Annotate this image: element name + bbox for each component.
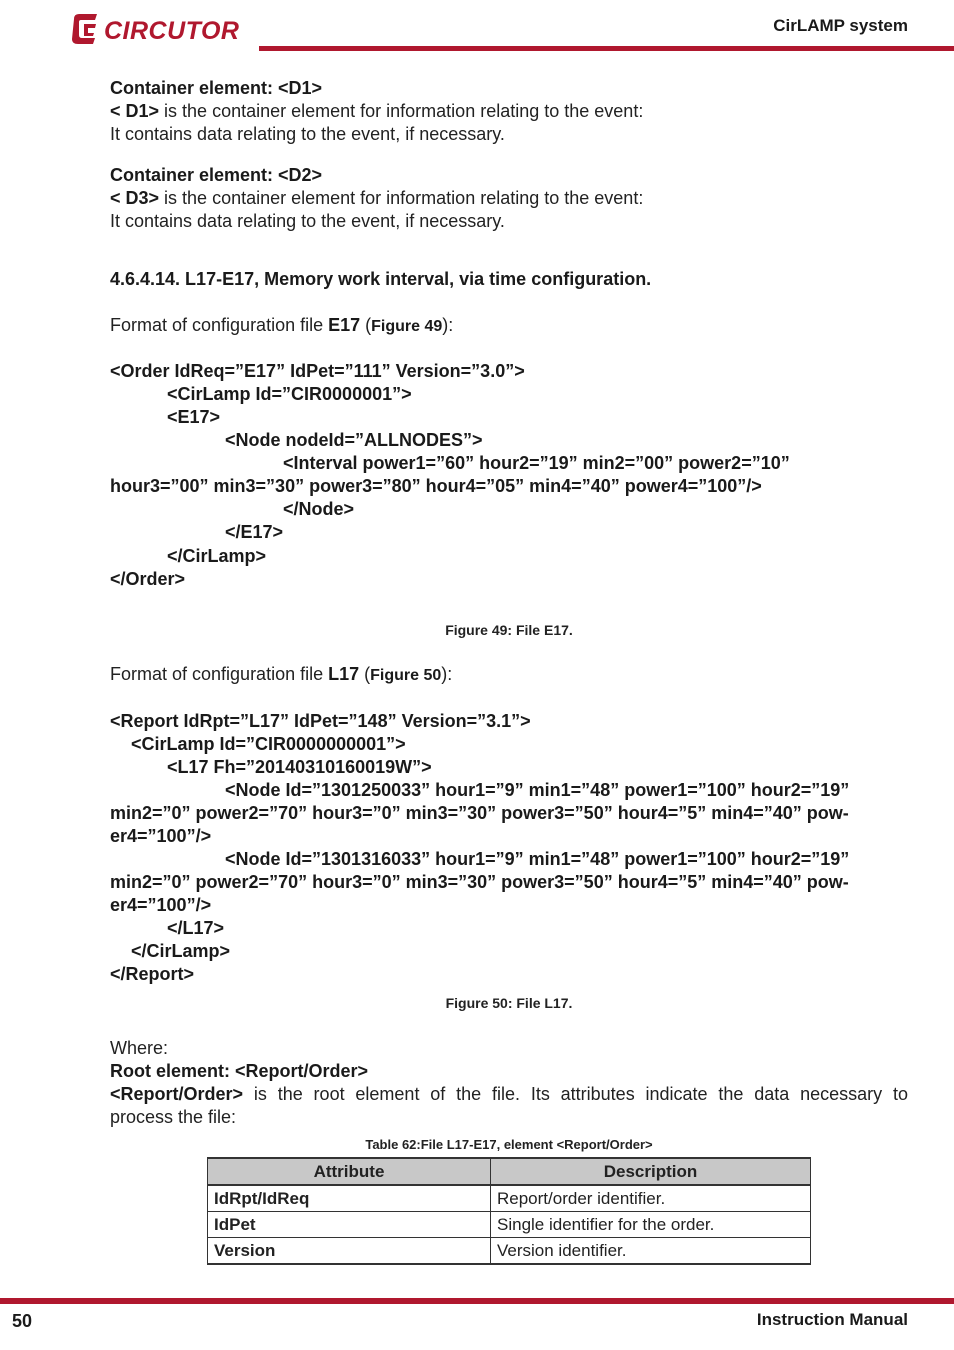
footer-title: Instruction Manual <box>756 1310 908 1329</box>
code-line: min2=”0” power2=”70” hour3=”0” min3=”30” power3=”50” hour4=”5” min4=”40” pow- <box>110 872 849 892</box>
code-line: </Order> <box>110 569 186 589</box>
brand-wordmark: CIRCUTOR <box>104 17 240 45</box>
code-line: <Node Id=”1301316033” hour1=”9” min1=”48” power1=”100” hour2=”19” <box>225 849 850 869</box>
circutor-logo <box>70 11 250 47</box>
l17-intro: Format of configuration file L17 (Figure 50): <box>110 664 453 684</box>
d2-description: < D3> is the container element for information relating to the event: <box>110 188 644 208</box>
attribute-cell: IdPet <box>208 1212 491 1238</box>
d2-heading: Container element: <D2> <box>110 165 323 185</box>
root-element-heading: Root element: <Report/Order> <box>110 1061 369 1081</box>
where-label: Where: <box>110 1038 169 1058</box>
footer-rule <box>0 1298 954 1304</box>
attribute-cell: Version <box>208 1238 491 1265</box>
page-number: 50 <box>12 1311 33 1331</box>
code-line: <E17> <box>167 407 221 427</box>
code-line: min2=”0” power2=”70” hour3=”0” min3=”30” power3=”50” hour4=”5” min4=”40” pow- <box>110 803 849 823</box>
attribute-table <box>207 1157 811 1265</box>
column-header-attribute: Attribute <box>208 1158 491 1185</box>
code-line: er4=”100”/> <box>110 895 212 915</box>
description-cell: Report/order identifier. <box>491 1185 811 1212</box>
table-row <box>208 1238 811 1265</box>
code-line: </Node> <box>283 499 355 519</box>
section-heading: 4.6.4.14. L17-E17, Memory work interval, via time configuration. <box>110 269 652 289</box>
table-62-caption: Table 62:File L17-E17, element <Report/Order> <box>365 1137 653 1152</box>
code-line: <CirLamp Id=”CIR0000000001”> <box>131 734 406 754</box>
code-line: <Order IdReq=”E17” IdPet=”111” Version=”3.0”> <box>110 361 525 381</box>
code-line: <Node nodeId=”ALLNODES”> <box>225 430 483 450</box>
code-line: </L17> <box>167 918 225 938</box>
code-line: <CirLamp Id=”CIR0000001”> <box>167 384 412 404</box>
root-element-description: <Report/Order> is the root element of the file. Its attributes indicate the data necessary to <box>110 1084 908 1104</box>
code-line: </Report> <box>110 964 195 984</box>
code-line: </E17> <box>225 522 284 542</box>
figure-50-caption: Figure 50: File L17. <box>445 995 573 1011</box>
root-element-description-end: process the file: <box>110 1107 237 1127</box>
figure-49-caption: Figure 49: File E17. <box>445 622 573 638</box>
code-line: er4=”100”/> <box>110 826 212 846</box>
code-line: <Node Id=”1301250033” hour1=”9” min1=”48” power1=”100” hour2=”19” <box>225 780 850 800</box>
code-line: </CirLamp> <box>131 941 231 961</box>
d1-heading: Container element: <D1> <box>110 78 323 98</box>
d2-line2: It contains data relating to the event, if necessary. <box>110 211 505 231</box>
table-header-row <box>208 1158 811 1185</box>
column-header-description: Description <box>491 1158 811 1185</box>
table-row <box>208 1212 811 1238</box>
attribute-cell: IdRpt/IdReq <box>208 1185 491 1212</box>
header-rule <box>259 46 954 51</box>
e17-intro: Format of configuration file E17 (Figure 49): <box>110 315 454 335</box>
description-cell: Single identifier for the order. <box>491 1212 811 1238</box>
code-line: </CirLamp> <box>167 546 267 566</box>
header-title: CirLAMP system <box>773 16 908 35</box>
code-line: hour3=”00” min3=”30” power3=”80” hour4=”05” min4=”40” power4=”100”/> <box>110 476 762 496</box>
description-cell: Version identifier. <box>491 1238 811 1265</box>
d1-line2: It contains data relating to the event, if necessary. <box>110 124 505 144</box>
code-line: <Report IdRpt=”L17” IdPet=”148” Version=”3.1”> <box>110 711 531 731</box>
d1-description: < D1> is the container element for information relating to the event: <box>110 101 644 121</box>
table-row <box>208 1185 811 1212</box>
code-line: <Interval power1=”60” hour2=”19” min2=”00” power2=”10” <box>283 453 790 473</box>
code-line: <L17 Fh=”20140310160019W”> <box>167 757 432 777</box>
